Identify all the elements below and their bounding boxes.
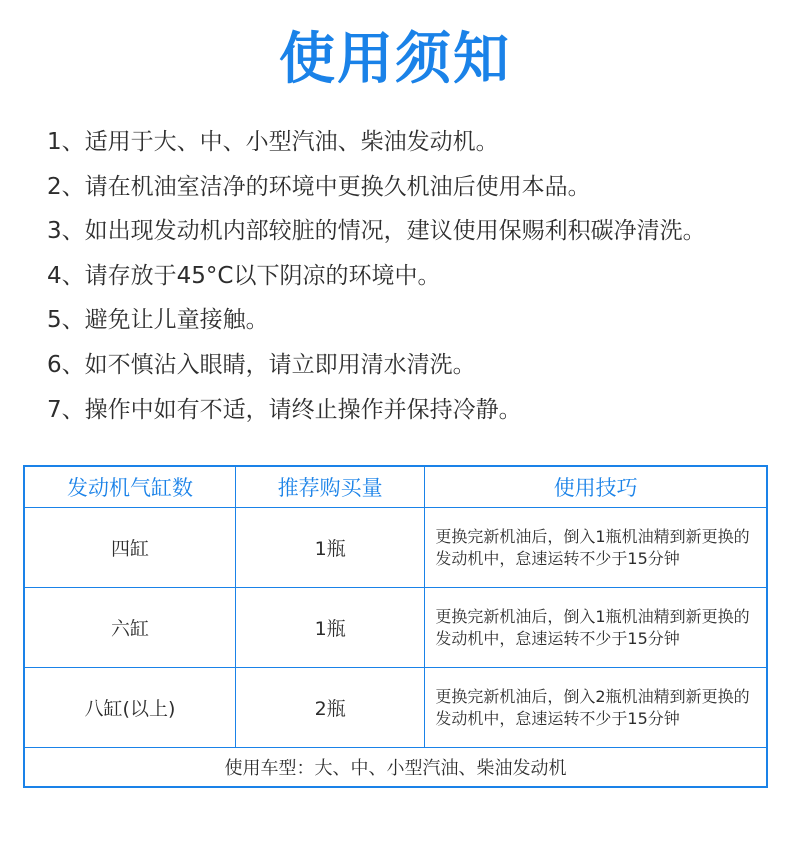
cylinders-cell: 六缸 bbox=[24, 588, 235, 668]
table-row bbox=[24, 508, 767, 588]
note-item: 2、请在机油室洁净的环境中更换久机油后使用本品。 bbox=[47, 173, 591, 200]
note-item: 6、如不慎沾入眼睛，请立即用清水清洗。 bbox=[47, 351, 476, 378]
note-item: 5、避免让儿童接触。 bbox=[47, 307, 269, 334]
amount-cell: 1瓶 bbox=[235, 588, 424, 668]
amount-cell: 2瓶 bbox=[235, 668, 424, 748]
header-cylinders: 发动机气缸数 bbox=[24, 466, 235, 508]
table-header-row bbox=[24, 466, 767, 508]
amount-cell: 1瓶 bbox=[235, 508, 424, 588]
note-item: 1、适用于大、中、小型汽油、柴油发动机。 bbox=[47, 129, 499, 155]
cylinders-cell: 四缸 bbox=[24, 508, 235, 588]
tip-cell: 更换完新机油后，倒入1瓶机油精到新更换的发动机中，怠速运转不少于15分钟 bbox=[425, 508, 767, 588]
tip-cell: 更换完新机油后，倒入2瓶机油精到新更换的发动机中，怠速运转不少于15分钟 bbox=[425, 668, 767, 748]
tip-cell: 更换完新机油后，倒入1瓶机油精到新更换的发动机中，怠速运转不少于15分钟 bbox=[425, 588, 767, 668]
table-row bbox=[24, 588, 767, 668]
note-item: 7、操作中如有不适，请终止操作并保持冷静。 bbox=[47, 396, 522, 423]
dosage-table bbox=[23, 465, 768, 788]
cylinders-cell: 八缸(以上) bbox=[24, 668, 235, 748]
table-row bbox=[24, 668, 767, 748]
page-title: 使用须知 bbox=[279, 27, 511, 92]
vehicle-types-footer: 使用车型：大、中、小型汽油、柴油发动机 bbox=[24, 748, 767, 788]
table-footer-row bbox=[24, 748, 767, 788]
note-item: 4、请存放于45°C以下阴凉的环境中。 bbox=[47, 262, 441, 289]
usage-notes-list bbox=[47, 120, 706, 432]
header-amount: 推荐购买量 bbox=[235, 466, 424, 508]
header-tips: 使用技巧 bbox=[425, 466, 767, 508]
note-item: 3、如出现发动机内部较脏的情况，建议使用保赐利积碳净清洗。 bbox=[47, 218, 706, 245]
